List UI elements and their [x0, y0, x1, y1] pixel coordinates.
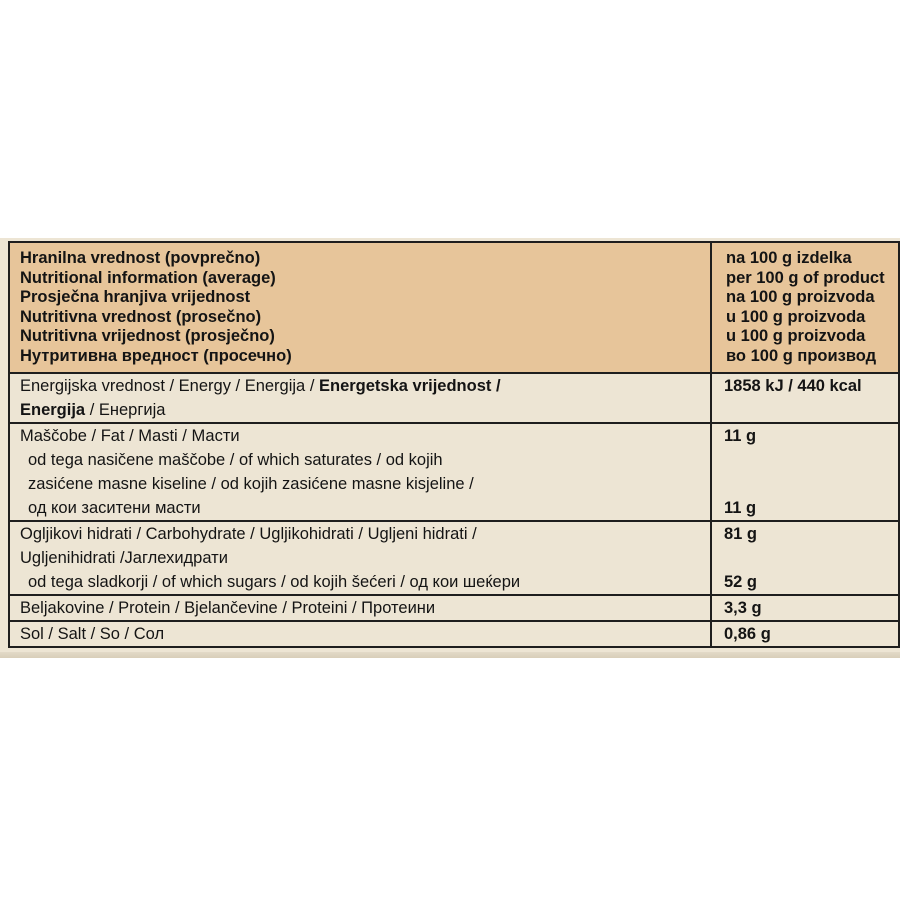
sugars-value: 52 g [724, 573, 758, 591]
header-label-line: Nutritional information (average) [20, 268, 276, 287]
salt-value: 0,86 g [724, 625, 771, 643]
energy-value-cell [711, 373, 899, 423]
energy-label-line-1 [20, 374, 710, 398]
protein-label-cell [9, 595, 711, 621]
header-label-line: Nutritivna vrednost (prosečno) [20, 307, 262, 326]
saturates-value: 11 g [724, 499, 757, 517]
carbohydrate-label-line: Ugljenihidrati /Јаглехидрати [20, 549, 228, 567]
header-unit-line: u 100 g proizvoda [726, 307, 866, 326]
header-unit-line: na 100 g izdelka [726, 249, 852, 267]
protein-label: Beljakovine / Protein / Bjelančevine / Proteini / Протеини [20, 599, 436, 617]
header-unit-line: na 100 g proizvoda [726, 288, 875, 306]
header-unit-cell [711, 242, 899, 373]
energy-label-cell [9, 373, 711, 423]
saturates-label-line: od tega nasičene maščobe / of which saturates / od kojih [28, 451, 443, 469]
header-label-line: Prosječna hranjiva vrijednost [20, 288, 251, 306]
salt-label-cell [9, 621, 711, 647]
header-unit-line: per 100 g of product [726, 268, 885, 287]
nutrition-table [8, 241, 900, 648]
salt-label: Sol / Salt / So / Сол [20, 625, 165, 643]
fat-value: 11 g [724, 427, 757, 445]
sugars-label: od tega sladkorji / of which sugars / od kojih šećeri / од кои шеќери [28, 573, 521, 591]
table-header-row [9, 242, 899, 373]
header-label-line: Nutritivna vrijednost (prosječno) [20, 327, 275, 345]
energy-label-line-2 [20, 398, 710, 422]
energy-label-bold-2: Energija [20, 401, 86, 419]
fat-value-cell [711, 423, 899, 521]
fat-label-cell [9, 423, 711, 521]
energy-label-plain: Energijska vrednost / Energy / Energija / [20, 377, 319, 395]
table-row-protein [9, 595, 899, 621]
energy-label-bold: Energetska vrijednost / [318, 377, 501, 395]
saturates-label-line: од кои заситени масти [28, 499, 201, 517]
fat-label: Maščobe / Fat / Masti / Масти [20, 427, 240, 445]
header-unit-line: во 100 g производ [726, 346, 877, 365]
carbohydrate-value: 81 g [724, 525, 758, 543]
saturates-label-line: zasićene masne kiseline / od kojih zasićene masne kisjeline / [28, 475, 474, 493]
carbohydrate-label-cell [9, 521, 711, 595]
table-row-carbohydrate [9, 521, 899, 595]
salt-value-cell [711, 621, 899, 647]
table-row-salt [9, 621, 899, 647]
energy-value: 1858 kJ / 440 kcal [724, 377, 862, 395]
table-row-energy [9, 373, 899, 423]
table-row-fat [9, 423, 899, 521]
header-label-line: Нутритивна вредност (просечно) [20, 346, 292, 365]
header-label-cell [9, 242, 711, 373]
header-label-line: Hranilna vrednost (povprečno) [20, 249, 261, 267]
carbohydrate-label-line: Ogljikovi hidrati / Carbohydrate / Ugljikohidrati / Ugljeni hidrati / [20, 525, 477, 543]
protein-value-cell [711, 595, 899, 621]
energy-label-plain-2: / Енергија [85, 401, 166, 419]
carbohydrate-value-cell [711, 521, 899, 595]
protein-value: 3,3 g [724, 599, 762, 617]
header-unit-line: u 100 g proizvoda [726, 327, 866, 345]
